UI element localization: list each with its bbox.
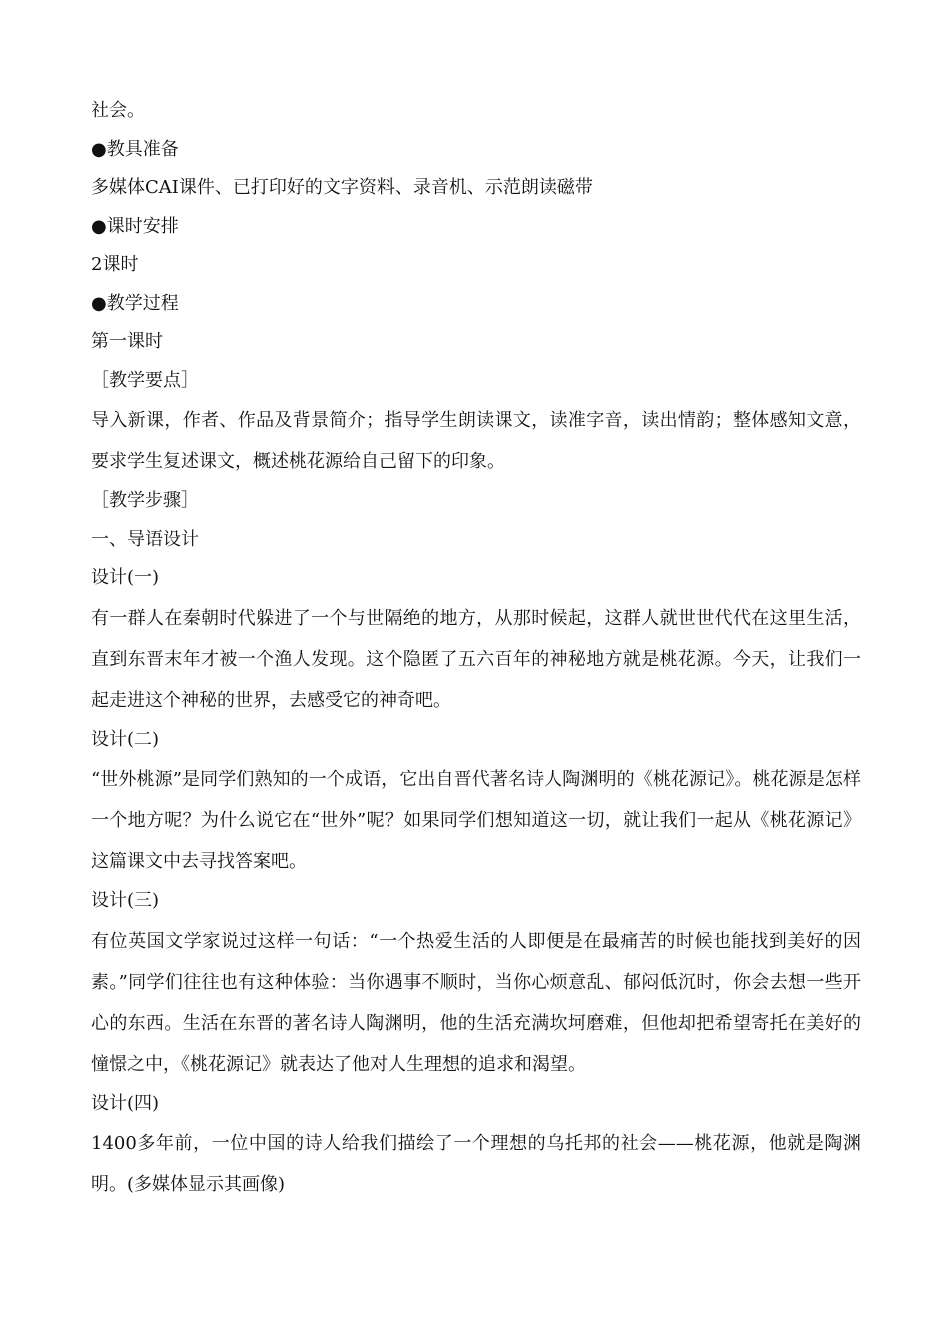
design-2-text: “世外桃源”是同学们熟知的一个成语，它出自晋代著名诗人陶渊明的《桃花源记》。桃花源是怎样一个地方呢？为什么说它在“世外”呢？如果同学们想知道这一切，就让我们一起从《桃花源记》这篇课文中去寻找答案吧。 [91,769,861,872]
key-points-text: 导入新课，作者、作品及背景简介；指导学生朗读课文，读准字音，读出情韵；整体感知文意，要求学生复述课文，概述桃花源给自己留下的印象。 [91,410,861,472]
steps-label: ［教学步骤］ [91,490,199,511]
design-3-label: 设计(三) [91,890,160,911]
design-4-label: 设计(四) [91,1092,160,1114]
document-page [91,92,861,1205]
design-1-text: 有一群人在秦朝时代躲进了一个与世隔绝的地方，从那时候起，这群人就世世代代在这里生活，直到东晋末年才被一个渔人发现。这个隐匿了五六百年的神秘地方就是桃花源。今天，让我们一起走进这个神秘的世界，去感受它的神奇吧。 [91,607,861,711]
design-1-label: 设计(一) [91,567,160,588]
teaching-tools-text: 多媒体CAI课件、已打印好的文字资料、录音机、示范朗读磁带 [91,177,593,198]
design-4-text: 1400多年前，一位中国的诗人给我们描绘了一个理想的乌托邦的社会——桃花源，他就是陶渊明。(多媒体显示其画像) [91,1133,861,1195]
heading-teaching-process: ●教学过程 [91,292,179,314]
intro-design-heading: 一、导语设计 [91,528,199,550]
heading-teaching-tools: ●教具准备 [91,138,179,160]
design-3-text: 有位英国文学家说过这样一句话：“一个热爱生活的人即便是在最痛苦的时候也能找到美好的因素。”同学们往往也有这种体验：当你遇事不顺时，当你心烦意乱、郁闷低沉时，你会去想一些开心的东西。生活在东晋的著名诗人陶渊明，他的生活充满坎坷磨难，但他却把希望寄托在美好的憧憬之中，《桃花源记》就表达了他对人生理想的追求和渴望。 [91,930,861,1075]
text-line-society: 社会。 [91,100,145,121]
key-points-label: ［教学要点］ [91,369,199,391]
lesson-one-title: 第一课时 [91,331,163,352]
design-2-label: 设计(二) [91,728,160,750]
schedule-text: 2课时 [91,254,139,275]
heading-schedule: ●课时安排 [91,215,179,237]
